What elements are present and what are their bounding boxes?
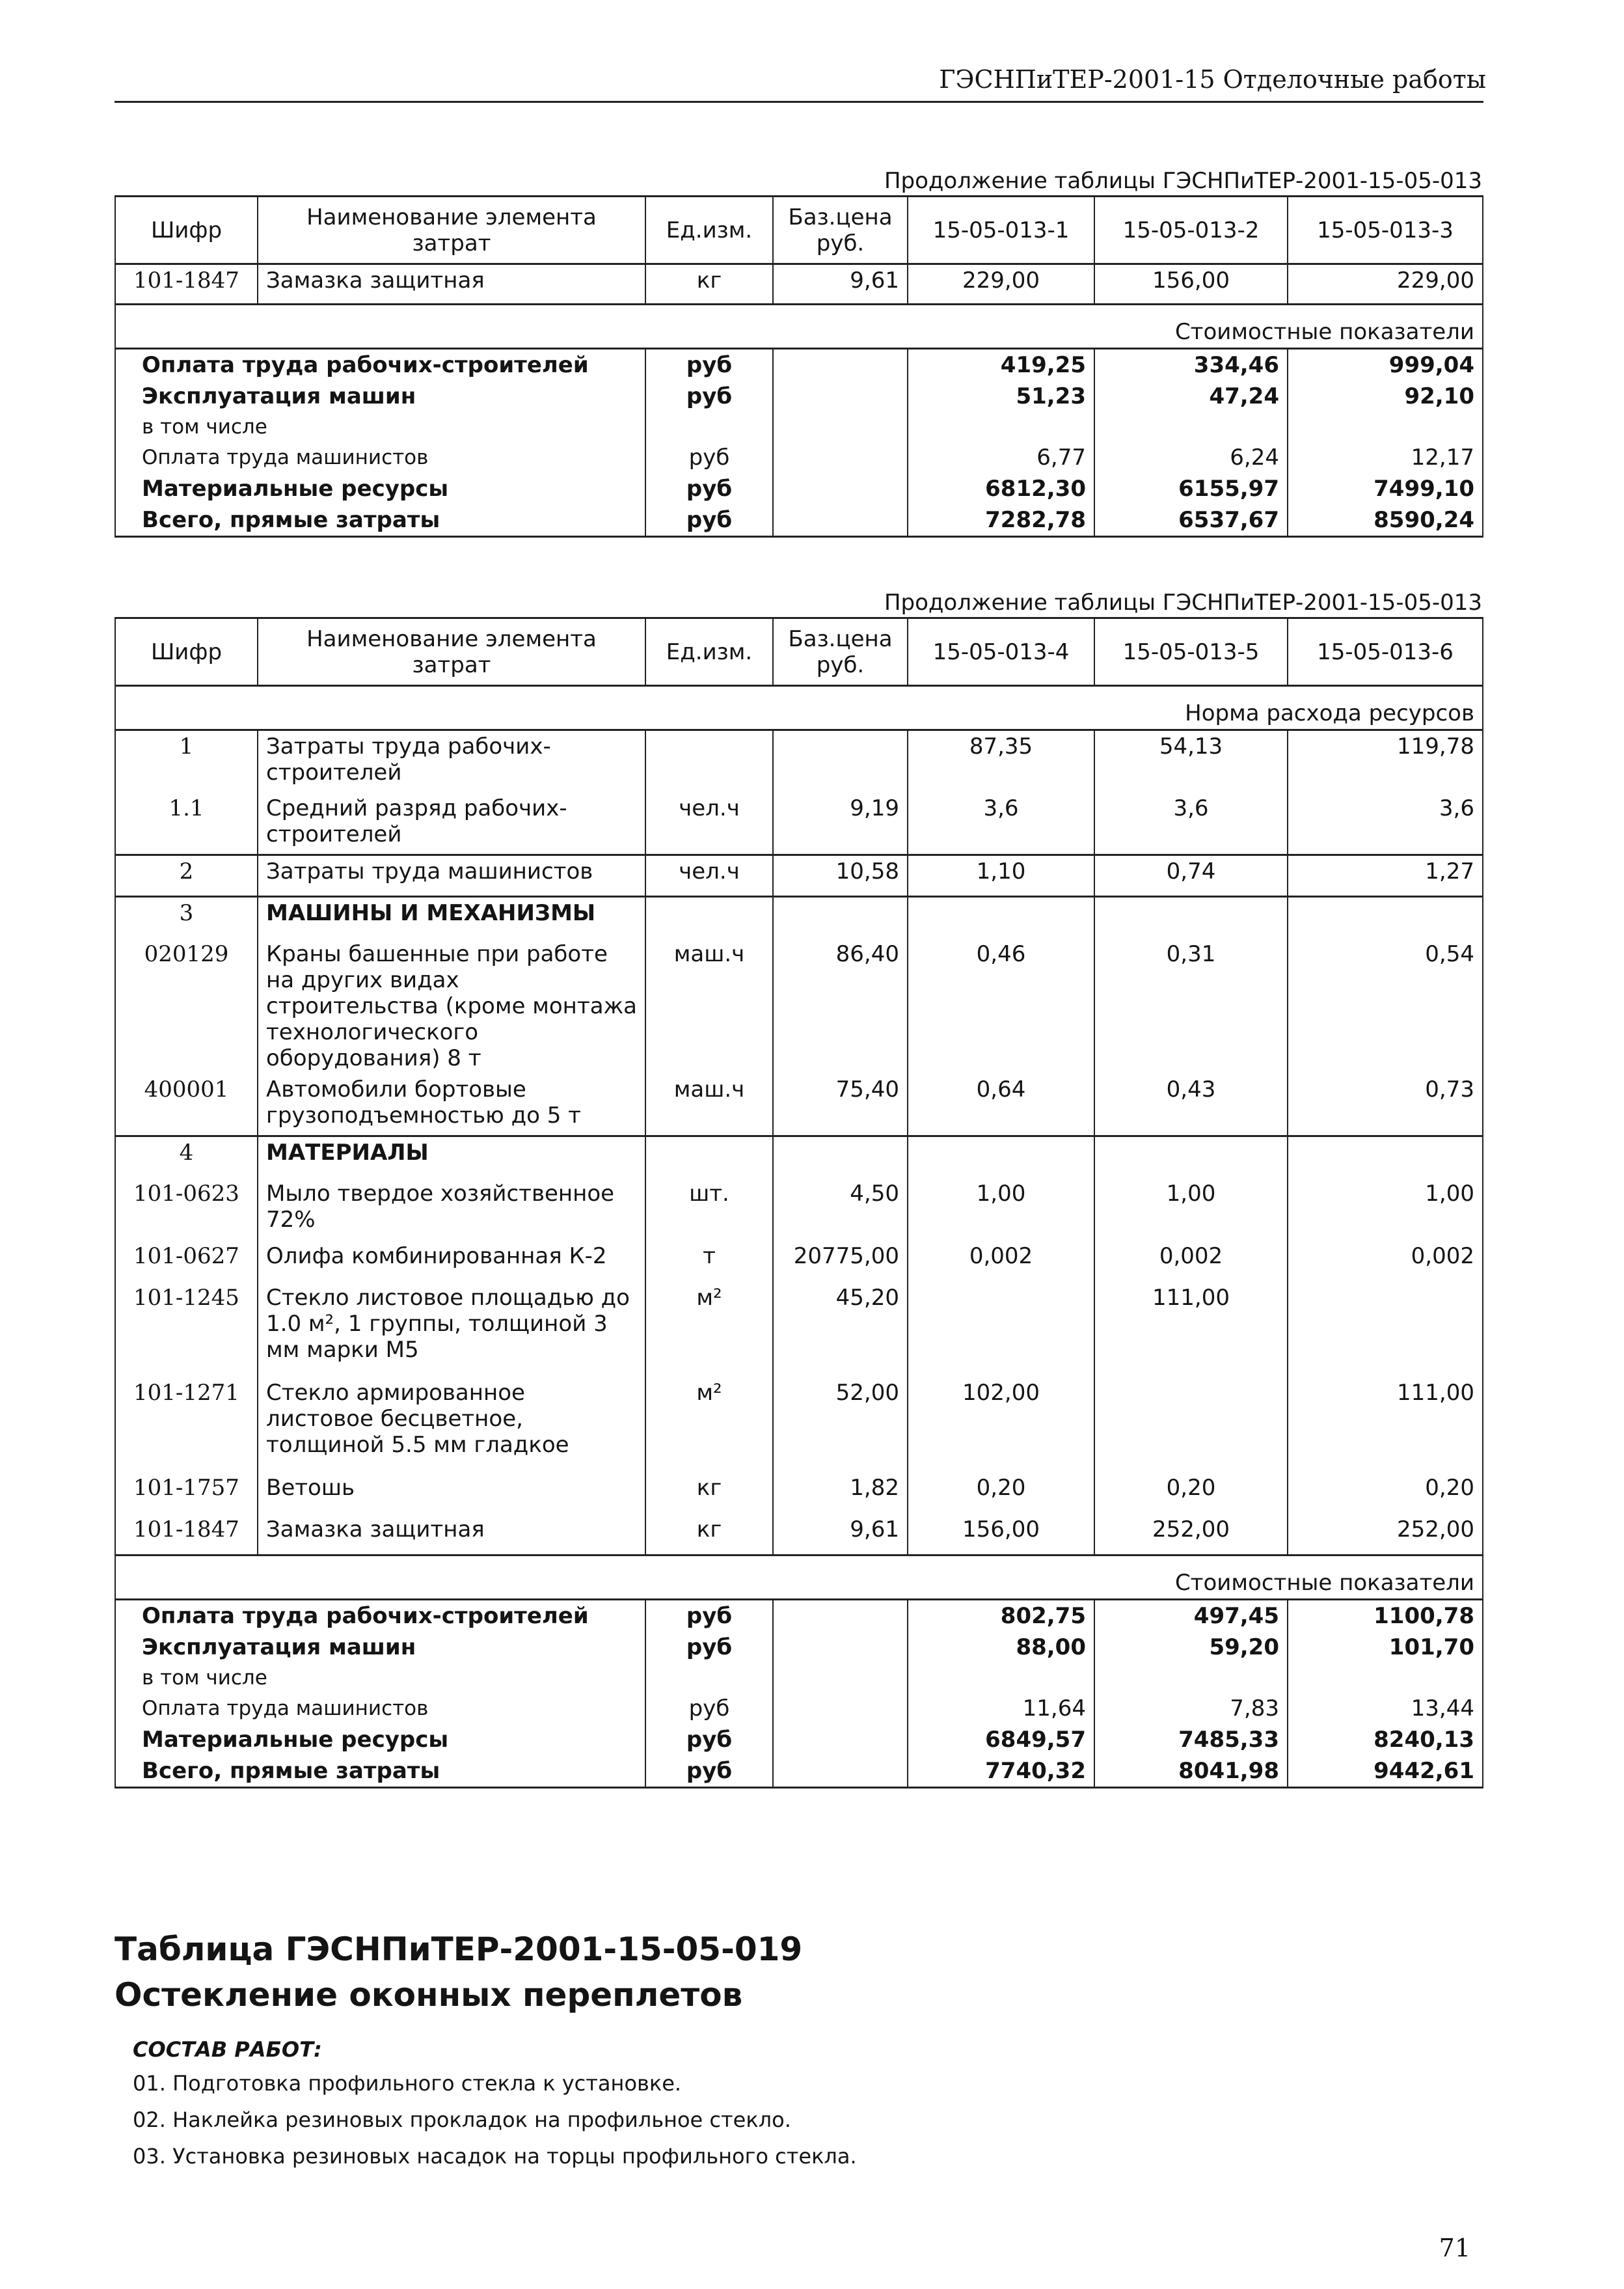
row-value-2 — [1094, 897, 1288, 939]
row-value-3: 111,00 — [1288, 1377, 1483, 1472]
row-value-1: 3,6 — [908, 793, 1094, 855]
section-subtitle: Остекление оконных переплетов — [115, 1976, 743, 2014]
row-value-1: 102,00 — [908, 1377, 1094, 1472]
works-label: СОСТАВ РАБОТ: — [133, 2037, 322, 2062]
row-value-3: 1,27 — [1288, 855, 1483, 897]
table-row — [115, 1074, 1483, 1136]
cost-row — [115, 412, 1483, 442]
table2 — [115, 617, 1483, 1789]
cost-row — [115, 442, 1483, 473]
cost-header — [115, 305, 1483, 349]
table-row — [115, 939, 1483, 1074]
cost-value-1: 419,25 — [908, 349, 1094, 381]
row-value-2: 54,13 — [1094, 730, 1288, 793]
row-unit: кг — [645, 1472, 773, 1514]
row-price: 9,61 — [773, 1514, 908, 1556]
row-name: МАШИНЫ И МЕХАНИЗМЫ — [258, 897, 645, 939]
cost-name: Эксплуатация машин — [115, 381, 645, 412]
table-row — [115, 1240, 1483, 1282]
works-item: 01. Подготовка профильного стекла к установке. — [133, 2071, 682, 2096]
cost-row — [115, 1724, 1483, 1755]
row-unit: м² — [645, 1377, 773, 1472]
table-row — [115, 1514, 1483, 1556]
row-name: Краны башенные при работе на других видах строительства (кроме монтажа технологического оборудования) 8 т — [258, 939, 645, 1074]
norm-header-label: Норма расхода ресурсов — [115, 686, 1483, 730]
cost-row — [115, 381, 1483, 412]
cost-value-3: 101,70 — [1288, 1632, 1483, 1663]
cost-price — [773, 1632, 908, 1663]
cost-name: Эксплуатация машин — [115, 1632, 645, 1663]
row-price — [773, 897, 908, 939]
row-value-3: 252,00 — [1288, 1514, 1483, 1556]
table2-caption: Продолжение таблицы ГЭСНПиТЕР-2001-15-05-013 — [884, 590, 1482, 616]
row-value-2: 0,002 — [1094, 1240, 1288, 1282]
cost-price — [773, 1724, 908, 1755]
cost-price — [773, 1663, 908, 1693]
table-row — [115, 264, 1483, 305]
row-value-2 — [1094, 1377, 1288, 1472]
row-value-1: 229,00 — [908, 264, 1094, 305]
row-value-2: 111,00 — [1094, 1282, 1288, 1377]
cost-unit — [645, 412, 773, 442]
row-value-2 — [1094, 1136, 1288, 1178]
cost-row — [115, 349, 1483, 381]
cost-value-1 — [908, 1663, 1094, 1693]
cost-name: Материальные ресурсы — [115, 473, 645, 504]
cost-value-3: 7499,10 — [1288, 473, 1483, 504]
cost-price — [773, 473, 908, 504]
row-value-1: 87,35 — [908, 730, 1094, 793]
cost-name: Оплата труда рабочих-строителей — [115, 1600, 645, 1632]
cost-value-2: 8041,98 — [1094, 1755, 1288, 1788]
row-value-1: 0,002 — [908, 1240, 1094, 1282]
cost-unit: руб — [645, 442, 773, 473]
cost-row — [115, 1632, 1483, 1663]
cost-price — [773, 442, 908, 473]
cost-row — [115, 504, 1483, 537]
section-title: Таблица ГЭСНПиТЕР-2001-15-05-019 — [115, 1930, 803, 1968]
row-value-2: 0,31 — [1094, 939, 1288, 1074]
col-header-price: Баз.цена руб. — [773, 618, 908, 686]
table1-caption: Продолжение таблицы ГЭСНПиТЕР-2001-15-05-013 — [884, 168, 1482, 194]
row-unit: маш.ч — [645, 939, 773, 1074]
cost-price — [773, 349, 908, 381]
row-price: 1,82 — [773, 1472, 908, 1514]
row-value-1: 0,64 — [908, 1074, 1094, 1136]
cost-value-3: 12,17 — [1288, 442, 1483, 473]
table-row — [115, 1472, 1483, 1514]
cost-row — [115, 1693, 1483, 1724]
row-value-3: 119,78 — [1288, 730, 1483, 793]
cost-price — [773, 412, 908, 442]
cost-unit: руб — [645, 1693, 773, 1724]
row-price: 20775,00 — [773, 1240, 908, 1282]
cost-value-3 — [1288, 1663, 1483, 1693]
row-code: 1 — [115, 730, 258, 793]
row-value-2: 0,74 — [1094, 855, 1288, 897]
cost-name: Всего, прямые затраты — [115, 1755, 645, 1788]
cost-header-label: Стоимостные показатели — [115, 305, 1483, 349]
row-value-1: 0,20 — [908, 1472, 1094, 1514]
cost-value-1: 6849,57 — [908, 1724, 1094, 1755]
row-code: 101-1847 — [115, 264, 258, 305]
cost-name: Всего, прямые затраты — [115, 504, 645, 537]
cost-value-1: 88,00 — [908, 1632, 1094, 1663]
row-value-1 — [908, 897, 1094, 939]
cost-value-2: 59,20 — [1094, 1632, 1288, 1663]
row-price: 9,61 — [773, 264, 908, 305]
cost-name: Оплата труда рабочих-строителей — [115, 349, 645, 381]
cost-value-3: 8590,24 — [1288, 504, 1483, 537]
norm-header — [115, 686, 1483, 730]
row-price — [773, 730, 908, 793]
cost-price — [773, 1755, 908, 1788]
cost-value-3: 9442,61 — [1288, 1755, 1483, 1788]
row-code: 101-1847 — [115, 1514, 258, 1556]
table-row — [115, 793, 1483, 855]
row-value-2: 0,43 — [1094, 1074, 1288, 1136]
cost-name: в том числе — [115, 1663, 645, 1693]
cost-value-1: 6812,30 — [908, 473, 1094, 504]
row-code: 020129 — [115, 939, 258, 1074]
table-row — [115, 1136, 1483, 1178]
row-value-2: 252,00 — [1094, 1514, 1288, 1556]
cost-unit — [645, 1663, 773, 1693]
row-value-3: 1,00 — [1288, 1178, 1483, 1240]
row-value-3: 0,20 — [1288, 1472, 1483, 1514]
cost-name: Оплата труда машинистов — [115, 1693, 645, 1724]
row-value-3: 0,73 — [1288, 1074, 1483, 1136]
row-unit: маш.ч — [645, 1074, 773, 1136]
row-value-3: 0,002 — [1288, 1240, 1483, 1282]
row-code: 101-0627 — [115, 1240, 258, 1282]
col-header-v1: 15-05-013-4 — [908, 618, 1094, 686]
table-row — [115, 897, 1483, 939]
row-name: Замазка защитная — [258, 1514, 645, 1556]
cost-value-3: 1100,78 — [1288, 1600, 1483, 1632]
cost-unit: руб — [645, 1600, 773, 1632]
cost-price — [773, 1693, 908, 1724]
cost-name: Материальные ресурсы — [115, 1724, 645, 1755]
cost-price — [773, 1600, 908, 1632]
row-value-3: 229,00 — [1288, 264, 1483, 305]
row-price: 4,50 — [773, 1178, 908, 1240]
row-name: Затраты труда рабочих-строителей — [258, 730, 645, 793]
col-header-v3: 15-05-013-6 — [1288, 618, 1483, 686]
row-value-2: 0,20 — [1094, 1472, 1288, 1514]
row-unit — [645, 730, 773, 793]
row-code: 101-1271 — [115, 1377, 258, 1472]
cost-unit: руб — [645, 1724, 773, 1755]
header-divider — [115, 101, 1483, 103]
row-code: 400001 — [115, 1074, 258, 1136]
table2-header-row — [115, 618, 1483, 686]
row-value-2: 3,6 — [1094, 793, 1288, 855]
row-unit: чел.ч — [645, 793, 773, 855]
cost-row — [115, 473, 1483, 504]
row-unit: кг — [645, 264, 773, 305]
table1-header-row — [115, 197, 1483, 264]
cost-unit: руб — [645, 1632, 773, 1663]
row-value-3 — [1288, 897, 1483, 939]
row-name: Автомобили бортовые грузоподъемностью до 5 т — [258, 1074, 645, 1136]
cost-unit: руб — [645, 381, 773, 412]
cost-header-label: Стоимостные показатели — [115, 1556, 1483, 1600]
cost-value-1: 6,77 — [908, 442, 1094, 473]
cost-value-2: 7485,33 — [1094, 1724, 1288, 1755]
row-name: Затраты труда машинистов — [258, 855, 645, 897]
cost-name: Оплата труда машинистов — [115, 442, 645, 473]
cost-value-2: 47,24 — [1094, 381, 1288, 412]
col-header-name: Наименование элемента затрат — [258, 197, 645, 264]
cost-value-2: 7,83 — [1094, 1693, 1288, 1724]
row-code: 4 — [115, 1136, 258, 1178]
row-name: МАТЕРИАЛЫ — [258, 1136, 645, 1178]
cost-name: в том числе — [115, 412, 645, 442]
cost-value-2: 6155,97 — [1094, 473, 1288, 504]
table1 — [115, 195, 1483, 538]
row-name: Стекло листовое площадью до 1.0 м², 1 группы, толщиной 3 мм марки М5 — [258, 1282, 645, 1377]
row-name: Замазка защитная — [258, 264, 645, 305]
cost-value-3: 8240,13 — [1288, 1724, 1483, 1755]
row-unit: чел.ч — [645, 855, 773, 897]
row-value-2: 156,00 — [1094, 264, 1288, 305]
cost-unit: руб — [645, 349, 773, 381]
row-price: 86,40 — [773, 939, 908, 1074]
row-name: Олифа комбинированная К-2 — [258, 1240, 645, 1282]
col-header-v2: 15-05-013-2 — [1094, 197, 1288, 264]
table-row — [115, 730, 1483, 793]
row-unit: т — [645, 1240, 773, 1282]
cost-header — [115, 1556, 1483, 1600]
row-value-3 — [1288, 1136, 1483, 1178]
row-code: 101-1757 — [115, 1472, 258, 1514]
row-unit: кг — [645, 1514, 773, 1556]
cost-value-2: 334,46 — [1094, 349, 1288, 381]
row-code: 3 — [115, 897, 258, 939]
row-price: 75,40 — [773, 1074, 908, 1136]
row-price: 45,20 — [773, 1282, 908, 1377]
table-row — [115, 1377, 1483, 1472]
row-name: Мыло твердое хозяйственное 72% — [258, 1178, 645, 1240]
row-value-1: 156,00 — [908, 1514, 1094, 1556]
cost-value-1: 802,75 — [908, 1600, 1094, 1632]
table-row — [115, 855, 1483, 897]
cost-value-1: 7740,32 — [908, 1755, 1094, 1788]
row-value-1: 0,46 — [908, 939, 1094, 1074]
row-unit — [645, 1136, 773, 1178]
row-value-3: 0,54 — [1288, 939, 1483, 1074]
row-value-3 — [1288, 1282, 1483, 1377]
row-unit: м² — [645, 1282, 773, 1377]
row-name: Ветошь — [258, 1472, 645, 1514]
cost-price — [773, 504, 908, 537]
row-code: 101-1245 — [115, 1282, 258, 1377]
row-value-3: 3,6 — [1288, 793, 1483, 855]
cost-value-3 — [1288, 412, 1483, 442]
page-number: 71 — [1439, 2234, 1470, 2262]
cost-value-1: 7282,78 — [908, 504, 1094, 537]
table-row — [115, 1178, 1483, 1240]
row-code: 101-0623 — [115, 1178, 258, 1240]
cost-value-1 — [908, 412, 1094, 442]
row-price: 52,00 — [773, 1377, 908, 1472]
row-price: 9,19 — [773, 793, 908, 855]
col-header-price: Баз.цена руб. — [773, 197, 908, 264]
col-header-v3: 15-05-013-3 — [1288, 197, 1483, 264]
cost-unit: руб — [645, 504, 773, 537]
col-header-v1: 15-05-013-1 — [908, 197, 1094, 264]
cost-value-2: 497,45 — [1094, 1600, 1288, 1632]
row-code: 1.1 — [115, 793, 258, 855]
cost-row — [115, 1755, 1483, 1788]
row-price — [773, 1136, 908, 1178]
works-item: 03. Установка резиновых насадок на торцы профильного стекла. — [133, 2144, 857, 2169]
row-name: Средний разряд рабочих-строителей — [258, 793, 645, 855]
works-item: 02. Наклейка резиновых прокладок на профильное стекло. — [133, 2107, 791, 2132]
cost-value-2 — [1094, 412, 1288, 442]
cost-value-3: 13,44 — [1288, 1693, 1483, 1724]
cost-value-1: 11,64 — [908, 1693, 1094, 1724]
col-header-code: Шифр — [115, 618, 258, 686]
cost-row — [115, 1663, 1483, 1693]
cost-value-3: 999,04 — [1288, 349, 1483, 381]
col-header-unit: Ед.изм. — [645, 618, 773, 686]
row-code: 2 — [115, 855, 258, 897]
cost-price — [773, 381, 908, 412]
cost-value-2: 6537,67 — [1094, 504, 1288, 537]
row-value-1: 1,00 — [908, 1178, 1094, 1240]
cost-value-2: 6,24 — [1094, 442, 1288, 473]
cost-unit: руб — [645, 473, 773, 504]
row-name: Стекло армированное листовое бесцветное, толщиной 5.5 мм гладкое — [258, 1377, 645, 1472]
row-unit: шт. — [645, 1178, 773, 1240]
running-title: ГЭСНПиТЕР-2001-15 Отделочные работы — [939, 65, 1486, 94]
row-price: 10,58 — [773, 855, 908, 897]
row-value-1 — [908, 1136, 1094, 1178]
row-value-1 — [908, 1282, 1094, 1377]
col-header-name: Наименование элемента затрат — [258, 618, 645, 686]
col-header-v2: 15-05-013-5 — [1094, 618, 1288, 686]
cost-value-3: 92,10 — [1288, 381, 1483, 412]
row-value-1: 1,10 — [908, 855, 1094, 897]
row-value-2: 1,00 — [1094, 1178, 1288, 1240]
cost-unit: руб — [645, 1755, 773, 1788]
col-header-unit: Ед.изм. — [645, 197, 773, 264]
row-unit — [645, 897, 773, 939]
cost-value-1: 51,23 — [908, 381, 1094, 412]
col-header-code: Шифр — [115, 197, 258, 264]
cost-value-2 — [1094, 1663, 1288, 1693]
cost-row — [115, 1600, 1483, 1632]
table-row — [115, 1282, 1483, 1377]
